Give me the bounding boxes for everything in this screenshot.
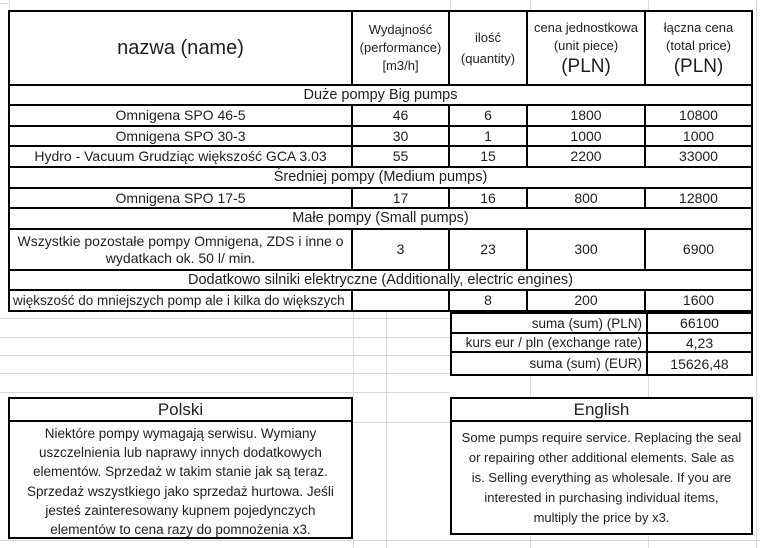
- section-row-medium-pumps[interactable]: Średniej pompy (Medium pumps): [10, 168, 751, 189]
- cell-name[interactable]: Omnigena SPO 46-5: [10, 106, 353, 127]
- notes-title-polish[interactable]: Polski: [8, 397, 353, 422]
- cell-unit-price[interactable]: 2200: [528, 147, 646, 168]
- summary-label-sum-pln[interactable]: suma (sum) (PLN): [452, 314, 648, 334]
- col-header-performance[interactable]: [353, 12, 450, 86]
- col-header-total-price-line1: łączna cena: [663, 19, 734, 35]
- notes-polish-line: Niektóre pompy wymagają serwisu. Wymiany: [44, 426, 317, 441]
- cell-quantity[interactable]: 15: [450, 147, 528, 168]
- col-header-quantity[interactable]: [450, 12, 528, 86]
- cell-quantity[interactable]: 8: [450, 291, 528, 310]
- gridline-vertical: [648, 536, 649, 548]
- notes-polish-line: uszczelnienia lub naprawy innych dodatkowych: [39, 445, 322, 461]
- gridline-horizontal: [0, 355, 450, 356]
- notes-body-polish[interactable]: [8, 422, 353, 539]
- cell-performance[interactable]: 17: [353, 189, 450, 209]
- cell-quantity[interactable]: 23: [450, 230, 528, 271]
- gridline-vertical: [756, 0, 757, 548]
- cell-unit-price[interactable]: 200: [528, 291, 646, 310]
- summary-value-exchange-rate[interactable]: 4,23: [648, 334, 751, 353]
- notes-polish-line: Sprzedaż wszystkiego jako sprzedaż hurtowa. Jeśli: [27, 483, 334, 499]
- cell-total-price[interactable]: 1000: [646, 127, 751, 147]
- cell-name[interactable]: Omnigena SPO 30-3: [10, 127, 353, 147]
- cell-name[interactable]: Hydro - Vacuum Grudziąc większość GCA 3.03: [10, 147, 353, 168]
- cell-total-price[interactable]: 1600: [646, 291, 751, 310]
- cell-performance[interactable]: 55: [353, 147, 450, 168]
- gridline-horizontal: [0, 540, 760, 541]
- gridline-horizontal: [0, 318, 450, 319]
- gridline-horizontal: [0, 373, 450, 374]
- col-header-unit-price-line2: (unit piece): [553, 37, 619, 53]
- cell-total-price[interactable]: 10800: [646, 106, 751, 127]
- section-row-big-pumps[interactable]: Duże pompy Big pumps: [10, 86, 751, 106]
- cell-unit-price[interactable]: 800: [528, 189, 646, 209]
- gridline-vertical: [530, 376, 531, 397]
- notes-english-line: or repairing other additional elements. Sale as: [468, 450, 735, 465]
- col-header-total-price-line2: (total price): [665, 37, 732, 53]
- gridline-horizontal: [353, 422, 450, 423]
- cell-unit-price[interactable]: 1800: [528, 106, 646, 127]
- col-header-total-price-currency: (PLN): [673, 55, 724, 77]
- summary-label-sum-eur[interactable]: suma (sum) (EUR): [452, 353, 648, 374]
- cell-unit-price[interactable]: 1000: [528, 127, 646, 147]
- gridline-vertical: [648, 0, 649, 10]
- cell-quantity[interactable]: 1: [450, 127, 528, 147]
- notes-english-line: multiply the price by x3.: [533, 510, 670, 525]
- pump-price-table: [8, 10, 753, 312]
- col-header-performance-line3: [m3/h]: [382, 58, 419, 73]
- gridline-horizontal: [0, 337, 450, 338]
- notes-title-english[interactable]: English: [450, 397, 753, 422]
- col-header-name[interactable]: nazwa (name): [10, 12, 353, 86]
- notes-body-english[interactable]: [450, 422, 753, 535]
- notes-english-line: is. Selling everything as wholesale. If you are: [471, 470, 732, 485]
- col-header-total-price[interactable]: [646, 12, 751, 86]
- cell-performance[interactable]: 3: [353, 230, 450, 271]
- cell-total-price[interactable]: 12800: [646, 189, 751, 209]
- col-header-unit-price-line1: cena jednostkowa: [533, 19, 639, 35]
- gridline-vertical: [530, 0, 531, 10]
- notes-polish-line: jesteś zainteresowany kupnem pojedynczych: [45, 502, 316, 518]
- col-header-performance-line2: (performance): [359, 40, 442, 55]
- cell-total-price[interactable]: 33000: [646, 147, 751, 168]
- col-header-quantity-line2: (quantity): [460, 51, 516, 66]
- summary-label-exchange-rate[interactable]: kurs eur / pln (exchange rate): [452, 334, 648, 353]
- gridline-vertical: [530, 536, 531, 548]
- cell-performance[interactable]: 30: [353, 127, 450, 147]
- col-header-performance-line1: Wydajność: [368, 22, 433, 37]
- gridline-vertical: [386, 312, 387, 548]
- notes-english-line: Some pumps require service. Replacing the seal: [461, 430, 742, 445]
- notes-polish-line: elementów to cena razy do pomnożenia x3.: [50, 522, 311, 538]
- cell-quantity[interactable]: 16: [450, 189, 528, 209]
- cell-name[interactable]: Omnigena SPO 17-5: [10, 189, 353, 209]
- cell-performance[interactable]: 46: [353, 106, 450, 127]
- notes-english-line: interested in purchasing individual items,: [484, 490, 719, 505]
- cell-name[interactable]: większość do mniejszych pomp ale i kilka do większych: [10, 291, 353, 310]
- col-header-unit-price[interactable]: [528, 12, 646, 86]
- notes-polish-line: elementów. Sprzedaż w takim stanie jak są teraz.: [33, 464, 328, 480]
- section-row-electric-engines[interactable]: Dodatkowo silniki elektryczne (Additionally, electric engines): [10, 271, 751, 291]
- cell-total-price[interactable]: 6900: [646, 230, 751, 271]
- summary-value-sum-eur[interactable]: 15626,48: [670, 355, 729, 372]
- cell-quantity[interactable]: 6: [450, 106, 528, 127]
- gridline-vertical: [648, 376, 649, 397]
- col-header-quantity-line1: ilość: [474, 30, 501, 45]
- gridline-vertical: [9, 0, 10, 10]
- section-row-small-pumps[interactable]: Małe pompy (Small pumps): [10, 209, 751, 230]
- summary-block: [450, 312, 753, 376]
- gridline-vertical: [450, 0, 451, 10]
- col-header-unit-price-currency: (PLN): [561, 55, 611, 77]
- cell-performance[interactable]: [353, 291, 450, 310]
- gridline-horizontal: [0, 3, 8, 4]
- gridline-horizontal: [0, 392, 450, 393]
- cell-name[interactable]: Wszystkie pozostałe pompy Omnigena, ZDS i inne o wydatkach ok. 50 l/ min.: [10, 230, 353, 271]
- cell-unit-price[interactable]: 300: [528, 230, 646, 271]
- summary-value-sum-pln[interactable]: 66100: [648, 314, 751, 334]
